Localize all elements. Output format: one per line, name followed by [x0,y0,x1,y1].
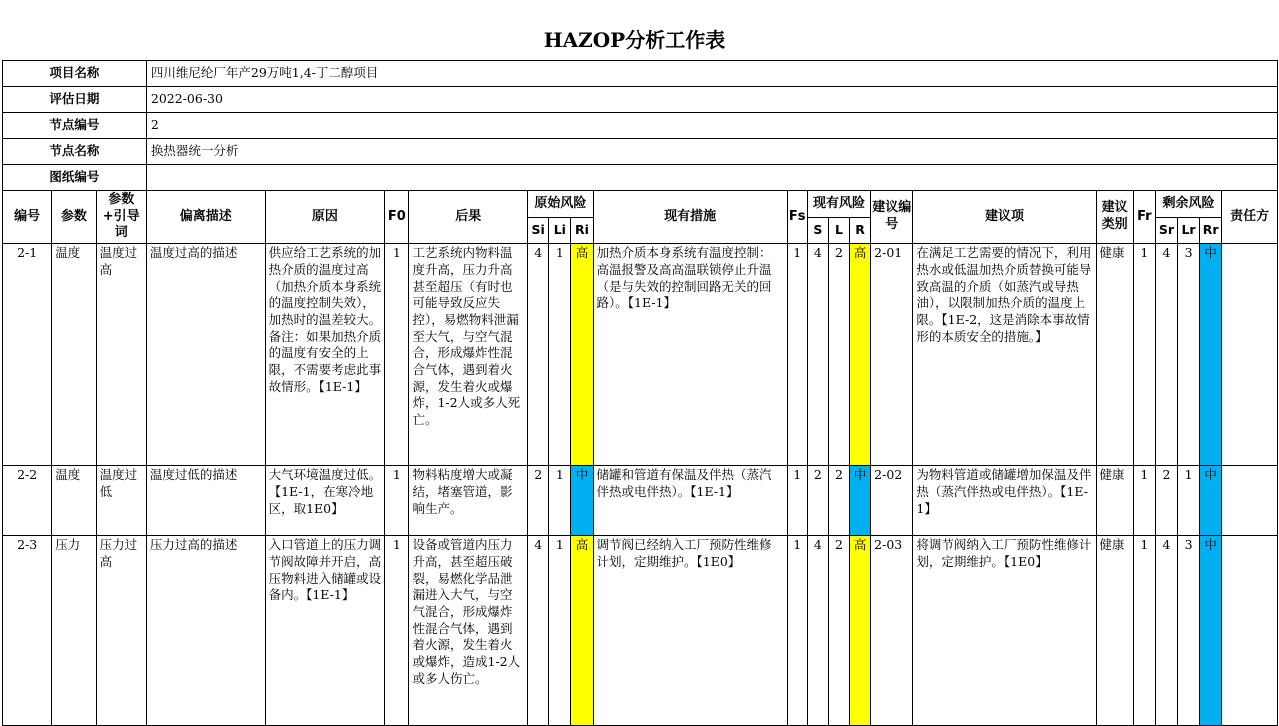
col-header-sugg-type: 建议类别 [1096,191,1133,244]
row-ri-medium: 中 [571,466,593,536]
row-deviation: 温度过低的描述 [146,466,265,536]
col-header-sugg-no: 建议编号 [871,191,913,244]
row-suggestion: 在满足工艺需要的情况下，利用热水或低温加热介质替换可能导致高温的介质（如蒸汽或导热油），以限制加热介质的温度上限。【1E-2，这是消除本事故情形的本质安全的措施。】 [913,244,1096,466]
row-l: 2 [828,244,849,466]
col-header-owner: 责任方 [1222,191,1278,244]
row-fs: 1 [787,244,807,466]
row-fr: 1 [1133,466,1155,536]
col-header-deviation: 偏离描述 [146,191,265,244]
row-owner [1222,466,1278,536]
row-sugg-no: 2-03 [871,536,913,726]
info-label: 节点名称 [3,139,147,165]
col-header-resid-risk: 剩余风险 [1155,191,1221,218]
col-header-lr: Lr [1177,218,1199,244]
row-lr: 3 [1177,536,1199,726]
row-sugg-no: 2-02 [871,466,913,536]
col-header-si: Si [528,218,549,244]
info-row-node-no [3,113,1278,139]
row-guide: 温度过高 [96,244,146,466]
info-row-date [3,87,1278,113]
row-sugg-type: 健康 [1096,466,1133,536]
info-label: 评估日期 [3,87,147,113]
row-si: 4 [528,244,549,466]
row-sugg-type: 健康 [1096,536,1133,726]
row-s: 4 [807,536,828,726]
drawing-number-value [146,165,1277,191]
assessment-date-value: 2022-06-30 [146,87,1277,113]
col-header-no: 编号 [3,191,52,244]
col-header-curr-risk: 现有风险 [807,191,870,218]
col-header-param: 参数 [52,191,96,244]
row-deviation: 温度过高的描述 [146,244,265,466]
row-li: 1 [549,536,571,726]
row-no: 2-3 [3,536,52,726]
row-no: 2-2 [3,466,52,536]
info-row-project [3,61,1278,87]
row-no: 2-1 [3,244,52,466]
col-header-guide: 参数+引导词 [96,191,146,244]
row-r-medium: 中 [850,466,871,536]
col-header-ri: Ri [571,218,593,244]
row-measures: 调节阀已经纳入工厂预防性维修计划，定期维护。【1E0】 [593,536,787,726]
col-header-measures: 现有措施 [593,191,787,244]
column-header-row [3,191,1278,218]
info-label: 节点编号 [3,113,147,139]
row-consequence: 物料粘度增大或凝结，堵塞管道，影响生产。 [409,466,528,536]
row-consequence: 工艺系统内物料温度升高，压力升高甚至超压（有时也可能导致反应失控），易燃物料泄漏至大气，与空气混合，形成爆炸性混合气体，遇到着火源，发生着火或爆炸，1-2人或多人死亡。 [409,244,528,466]
project-name-value: 四川维尼纶厂年产29万吨1,4-丁二醇项目 [146,61,1277,87]
row-lr: 3 [1177,244,1199,466]
col-header-f0: F0 [385,191,409,244]
col-header-fr: Fr [1133,191,1155,244]
row-l: 2 [828,536,849,726]
col-header-cause: 原因 [265,191,385,244]
row-cause: 供应给工艺系统的加热介质的温度过高（加热介质本身系统的温度控制失效），加热时的温差较大。备注：如果加热介质的温度有安全的上限，不需要考虑此事故情形。【1E-1】 [265,244,385,466]
row-sugg-no: 2-01 [871,244,913,466]
row-fs: 1 [787,466,807,536]
col-header-consequence: 后果 [409,191,528,244]
table-row [3,466,1278,536]
col-header-fs: Fs [787,191,807,244]
hazop-table [2,60,1278,726]
col-header-s: S [807,218,828,244]
row-sr: 4 [1155,244,1177,466]
row-r-high: 高 [850,536,871,726]
row-s: 4 [807,244,828,466]
info-row-node-name [3,139,1278,165]
row-li: 1 [549,244,571,466]
row-rr-medium: 中 [1200,536,1222,726]
row-guide: 温度过低 [96,466,146,536]
row-fr: 1 [1133,536,1155,726]
row-ri-high: 高 [571,244,593,466]
row-owner [1222,244,1278,466]
row-suggestion: 将调节阀纳入工厂预防性维修计划，定期维护。【1E0】 [913,536,1096,726]
col-header-l: L [828,218,849,244]
row-f0: 1 [385,244,409,466]
row-lr: 1 [1177,466,1199,536]
row-sr: 2 [1155,466,1177,536]
row-suggestion: 为物料管道或储罐增加保温及伴热（蒸汽伴热或电伴热）。【1E-1】 [913,466,1096,536]
row-si: 4 [528,536,549,726]
col-header-li: Li [549,218,571,244]
row-guide: 压力过高 [96,536,146,726]
row-measures: 储罐和管道有保温及伴热（蒸汽伴热或电伴热）。【1E-1】 [593,466,787,536]
row-param: 压力 [52,536,96,726]
info-label: 项目名称 [3,61,147,87]
row-cause: 入口管道上的压力调节阀故障并开启，高压物料进入储罐或设备内。【1E-1】 [265,536,385,726]
row-r-high: 高 [850,244,871,466]
col-header-sr: Sr [1155,218,1177,244]
row-f0: 1 [385,466,409,536]
row-f0: 1 [385,536,409,726]
node-number-value: 2 [146,113,1277,139]
row-ri-high: 高 [571,536,593,726]
col-header-suggestion: 建议项 [913,191,1096,244]
row-l: 2 [828,466,849,536]
row-sugg-type: 健康 [1096,244,1133,466]
col-header-orig-risk: 原始风险 [528,191,593,218]
row-owner [1222,536,1278,726]
row-fs: 1 [787,536,807,726]
info-row-drawing [3,165,1278,191]
row-rr-medium: 中 [1200,244,1222,466]
row-li: 1 [549,466,571,536]
row-consequence: 设备或管道内压力升高，甚至超压破裂，易燃化学品泄漏进入大气，与空气混合，形成爆炸性混合气体，遇到着火源，发生着火或爆炸，造成1-2人或多人伤亡。 [409,536,528,726]
row-cause: 大气环境温度过低。【1E-1，在寒冷地区，取1E0】 [265,466,385,536]
table-row [3,244,1278,466]
row-param: 温度 [52,466,96,536]
row-si: 2 [528,466,549,536]
col-header-rr: Rr [1200,218,1222,244]
node-name-value: 换热器统一分析 [146,139,1277,165]
col-header-r: R [850,218,871,244]
info-label: 图纸编号 [3,165,147,191]
row-s: 2 [807,466,828,536]
row-rr-medium: 中 [1200,466,1222,536]
worksheet-title: HAZOP分析工作表 [543,28,726,52]
row-measures: 加热介质本身系统有温度控制：高温报警及高高温联锁停止升温（是与失效的控制回路无关的回路）。【1E-1】 [593,244,787,466]
table-row [3,536,1278,726]
row-param: 温度 [52,244,96,466]
row-sr: 4 [1155,536,1177,726]
row-deviation: 压力过高的描述 [146,536,265,726]
row-fr: 1 [1133,244,1155,466]
